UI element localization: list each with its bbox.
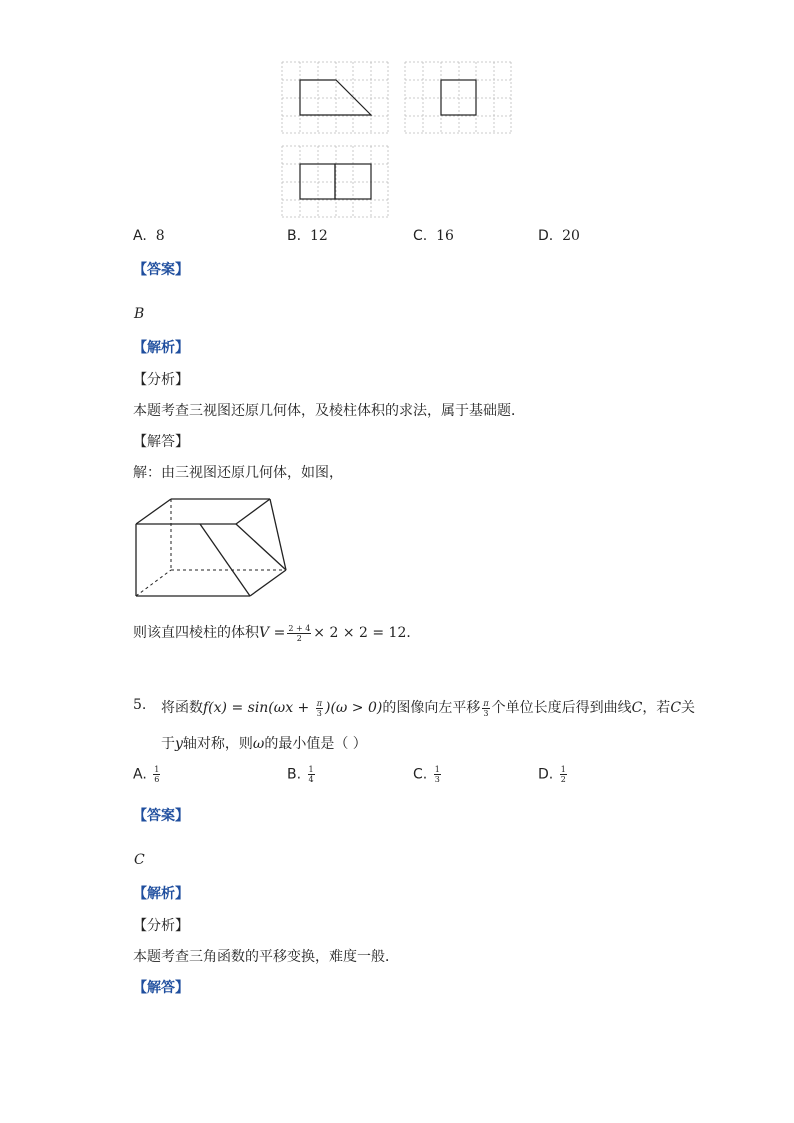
q4-answer-label: 【答案】 [133,262,189,278]
q4-fenxi-label: 【分析】 [133,372,189,388]
q4-option-d: D. 20 [538,228,580,244]
front-view-trapezoid [300,80,371,115]
top-view-grid [282,146,389,218]
q4-analysis-label: 【解析】 [133,340,189,356]
front-view-grid [282,62,389,134]
q5-option-c: C. $\frac{1}{3}$ [413,765,440,784]
q5-answer-label: 【答案】 [133,808,189,824]
prism-figure [133,496,289,600]
q4-option-c: C. 16 [413,228,454,244]
top-view-rect-left [300,164,335,199]
q5-option-b: B. $\frac{1}{4}$ [287,765,314,784]
q4-volume-line: 则该直四棱柱的体积V = $\frac{2 + 4}{2}$ × 2 × 2 = 12． [133,623,421,643]
q5-fenxi-label: 【分析】 [133,918,189,934]
q4-fenxi-text: 本题考查三视图还原几何体，及棱柱体积的求法，属于基础题． [133,403,525,419]
q5-option-d: D. $\frac{1}{2}$ [538,765,566,784]
q4-answer: B [134,306,145,322]
q4-solution-line1: 解：由三视图还原几何体，如图， [133,465,343,481]
side-view-grid [405,62,512,134]
q5-analysis-label: 【解析】 [133,886,189,902]
volume-fraction: $\frac{2 + 4}{2}$ [288,623,311,643]
q4-option-a: A. 8 [133,228,165,244]
top-view-rect-right [335,164,371,199]
q5-stem-line2: 于y轴对称，则ω的最小值是（ ） [161,736,367,752]
q5-fenxi-text: 本题考查三角函数的平移变换，难度一般． [133,949,399,965]
q4-jieda-label: 【解答】 [133,434,189,450]
q5-number: 5. [133,697,147,713]
q5-jieda-label: 【解答】 [133,980,189,996]
q4-option-b: B. 12 [287,228,328,244]
q5-answer: C [134,852,145,868]
q5-option-a: A. $\frac{1}{6}$ [133,765,160,784]
side-view-square [441,80,476,115]
q5-stem-line1: 将函数f(x) = sin(ωx + $\frac{\pi}{3}$ )(ω > 0)的图像向左平移 $\frac{\pi}{3}$ 个单位长度后得到曲线C，若C关 [161,698,696,718]
